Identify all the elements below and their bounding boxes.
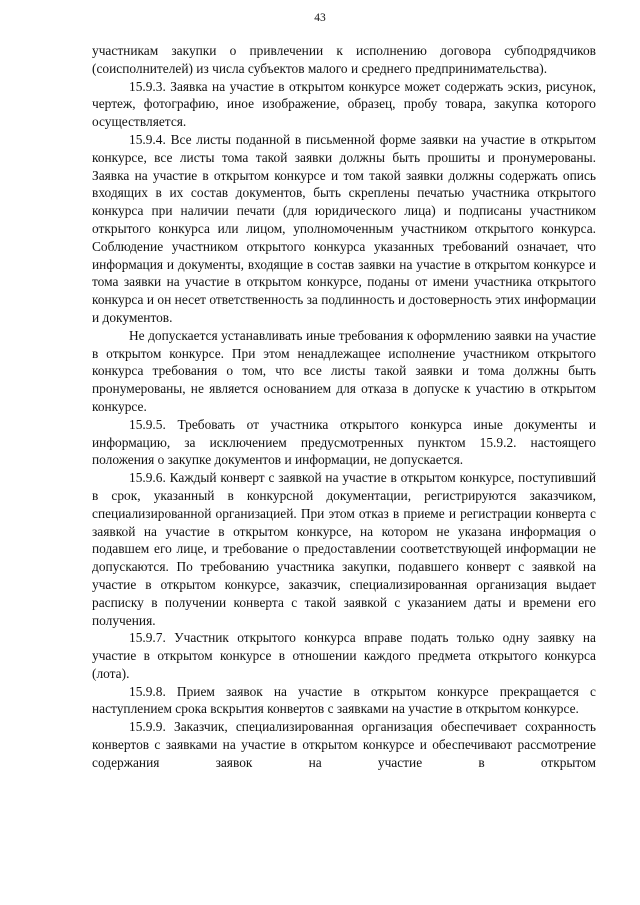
paragraph-15-9-8: 15.9.8. Прием заявок на участие в открытом конкурсе прекращается с наступлением срока вскрытия конвертов с заявками на участие в открытом конкурсе. [92, 683, 596, 717]
paragraph-continuation: участникам закупки о привлечении к исполнению договора субподрядчиков (соисполнителей) из числа субъектов малого и среднего предпринимательства). [92, 43, 596, 76]
paragraph-15-9-4: 15.9.4. Все листы поданной в письменной форме заявки на участие в открытом конкурсе, все листы тома такой заявки должны быть прошиты и пронумерованы. Заявка на участие в открытом конкурсе и том такой заявки должны содержать опись входящих в их состав документов, быть скреплены печатью участника открытого конкурса при наличии печати (для юридического лица) и подписаны участником открытого конкурса или лицом, уполномоченным участником открытого конкурса. Соблюдение участником открытого конкурса указанных требований означает, что информация и документы, входящие в состав заявки на участие в открытом конкурсе и тома заявки на участие в открытом конкурсе, поданы от имени участника открытого конкурса и он несет ответственность за подлинность и достоверность этих информации и документов. [92, 131, 596, 325]
paragraph-15-9-7: 15.9.7. Участник открытого конкурса вправе подать только одну заявку на участие в открытом конкурсе в отношении каждого предмета открытого конкурса (лота). [92, 630, 596, 681]
paragraph-15-9-6: 15.9.6. Каждый конверт с заявкой на участие в открытом конкурсе, поступивший в срок, указанный в конкурсной документации, регистрируются заказчиком, специализированной организацией. При этом отказ в приеме и регистрации конверта с заявкой на участие в открытом конкурсе, на котором не указана информация о подавшем его лице, и требование о предоставлении соответствующей информации не допускаются. По требованию участника закупки, подавшего конверт с заявкой на участие в открытом конкурсе, заказчик, специализированная организация выдает расписку в получении конверта с такой заявкой с указанием даты и времени его получения. [92, 470, 596, 628]
paragraph-15-9-5: 15.9.5. Требовать от участника открытого конкурса иные документы и информацию, за исключением предусмотренных пунктом 15.9.2. настоящего положения о закупке документов и информации, не допускается. [92, 416, 596, 468]
paragraph-15-9-3: 15.9.3. Заявка на участие в открытом конкурсе может содержать эскиз, рисунок, чертеж, фотографию, иное изображение, образец, пробу товара, закупка которого осуществляется. [92, 78, 596, 130]
page-number: 43 [314, 12, 326, 24]
paragraph-no-additional-requirements: Не допускается устанавливать иные требования к оформлению заявки на участие в открытом конкурсе. При этом ненадлежащее исполнение участником открытого конкурса требования о том, что все листы такой заявки и тома должны быть пронумерованы, не является основанием для отказа в допуске к участию в открытом конкурсе. [92, 327, 596, 414]
paragraph-15-9-9: 15.9.9. Заказчик, специализированная организация обеспечивает сохранность конвертов с заявками на участие в открытом конкурсе и обеспечивают рассмотрение содержания заявок на участие в открытом [92, 719, 596, 770]
document-body [92, 42, 596, 772]
